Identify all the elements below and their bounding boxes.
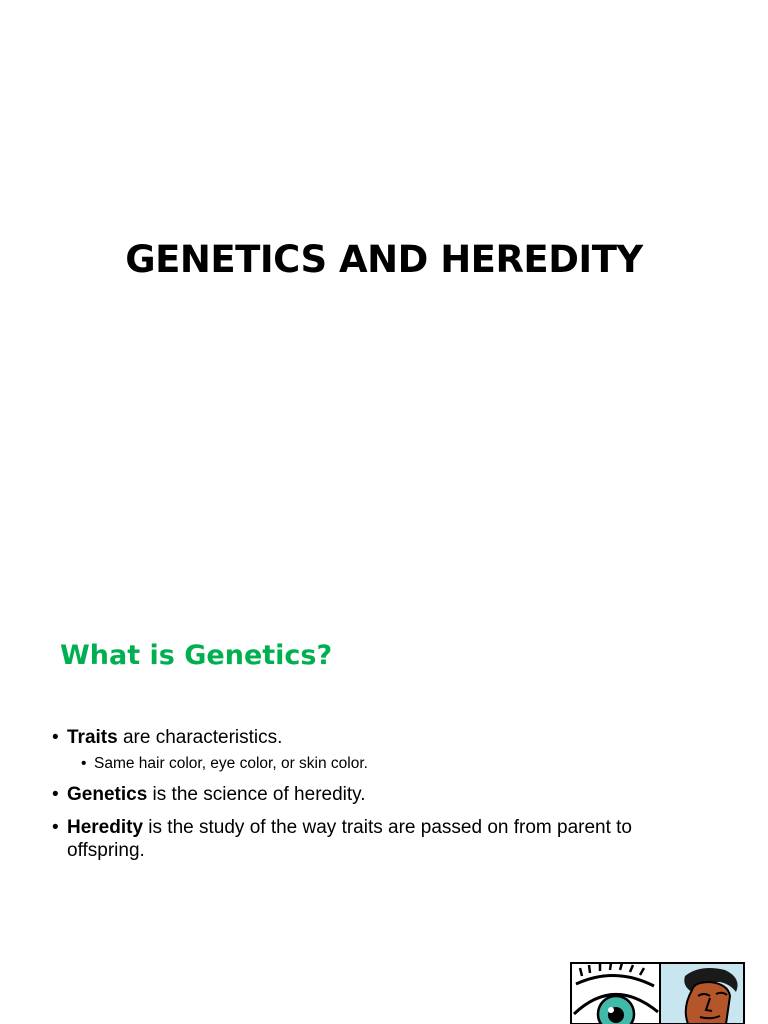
bullet-heredity <box>52 816 702 862</box>
bullet-list <box>52 726 702 862</box>
bullet-genetics <box>52 783 702 806</box>
bullet-traits <box>52 726 702 749</box>
bullet-text: is the science of heredity. <box>147 784 366 805</box>
face-icon <box>660 963 744 1024</box>
sub-bullet-examples: • Same hair color, eye color, or skin color. <box>81 754 702 774</box>
slide-title: GENETICS AND HEREDITY <box>125 238 643 281</box>
section-heading: What is Genetics? <box>60 640 333 671</box>
heredity-clipart <box>570 962 746 1024</box>
eye-icon <box>571 963 660 1024</box>
bullet-term: Heredity <box>67 817 144 838</box>
bullet-text: is the study of the way traits are passed on from parent to offspring. <box>67 817 633 861</box>
bullet-term: Genetics <box>67 784 148 805</box>
bullet-text: are characteristics. <box>117 727 283 748</box>
content-slide <box>0 576 768 1024</box>
bullet-term: Traits <box>67 727 118 748</box>
